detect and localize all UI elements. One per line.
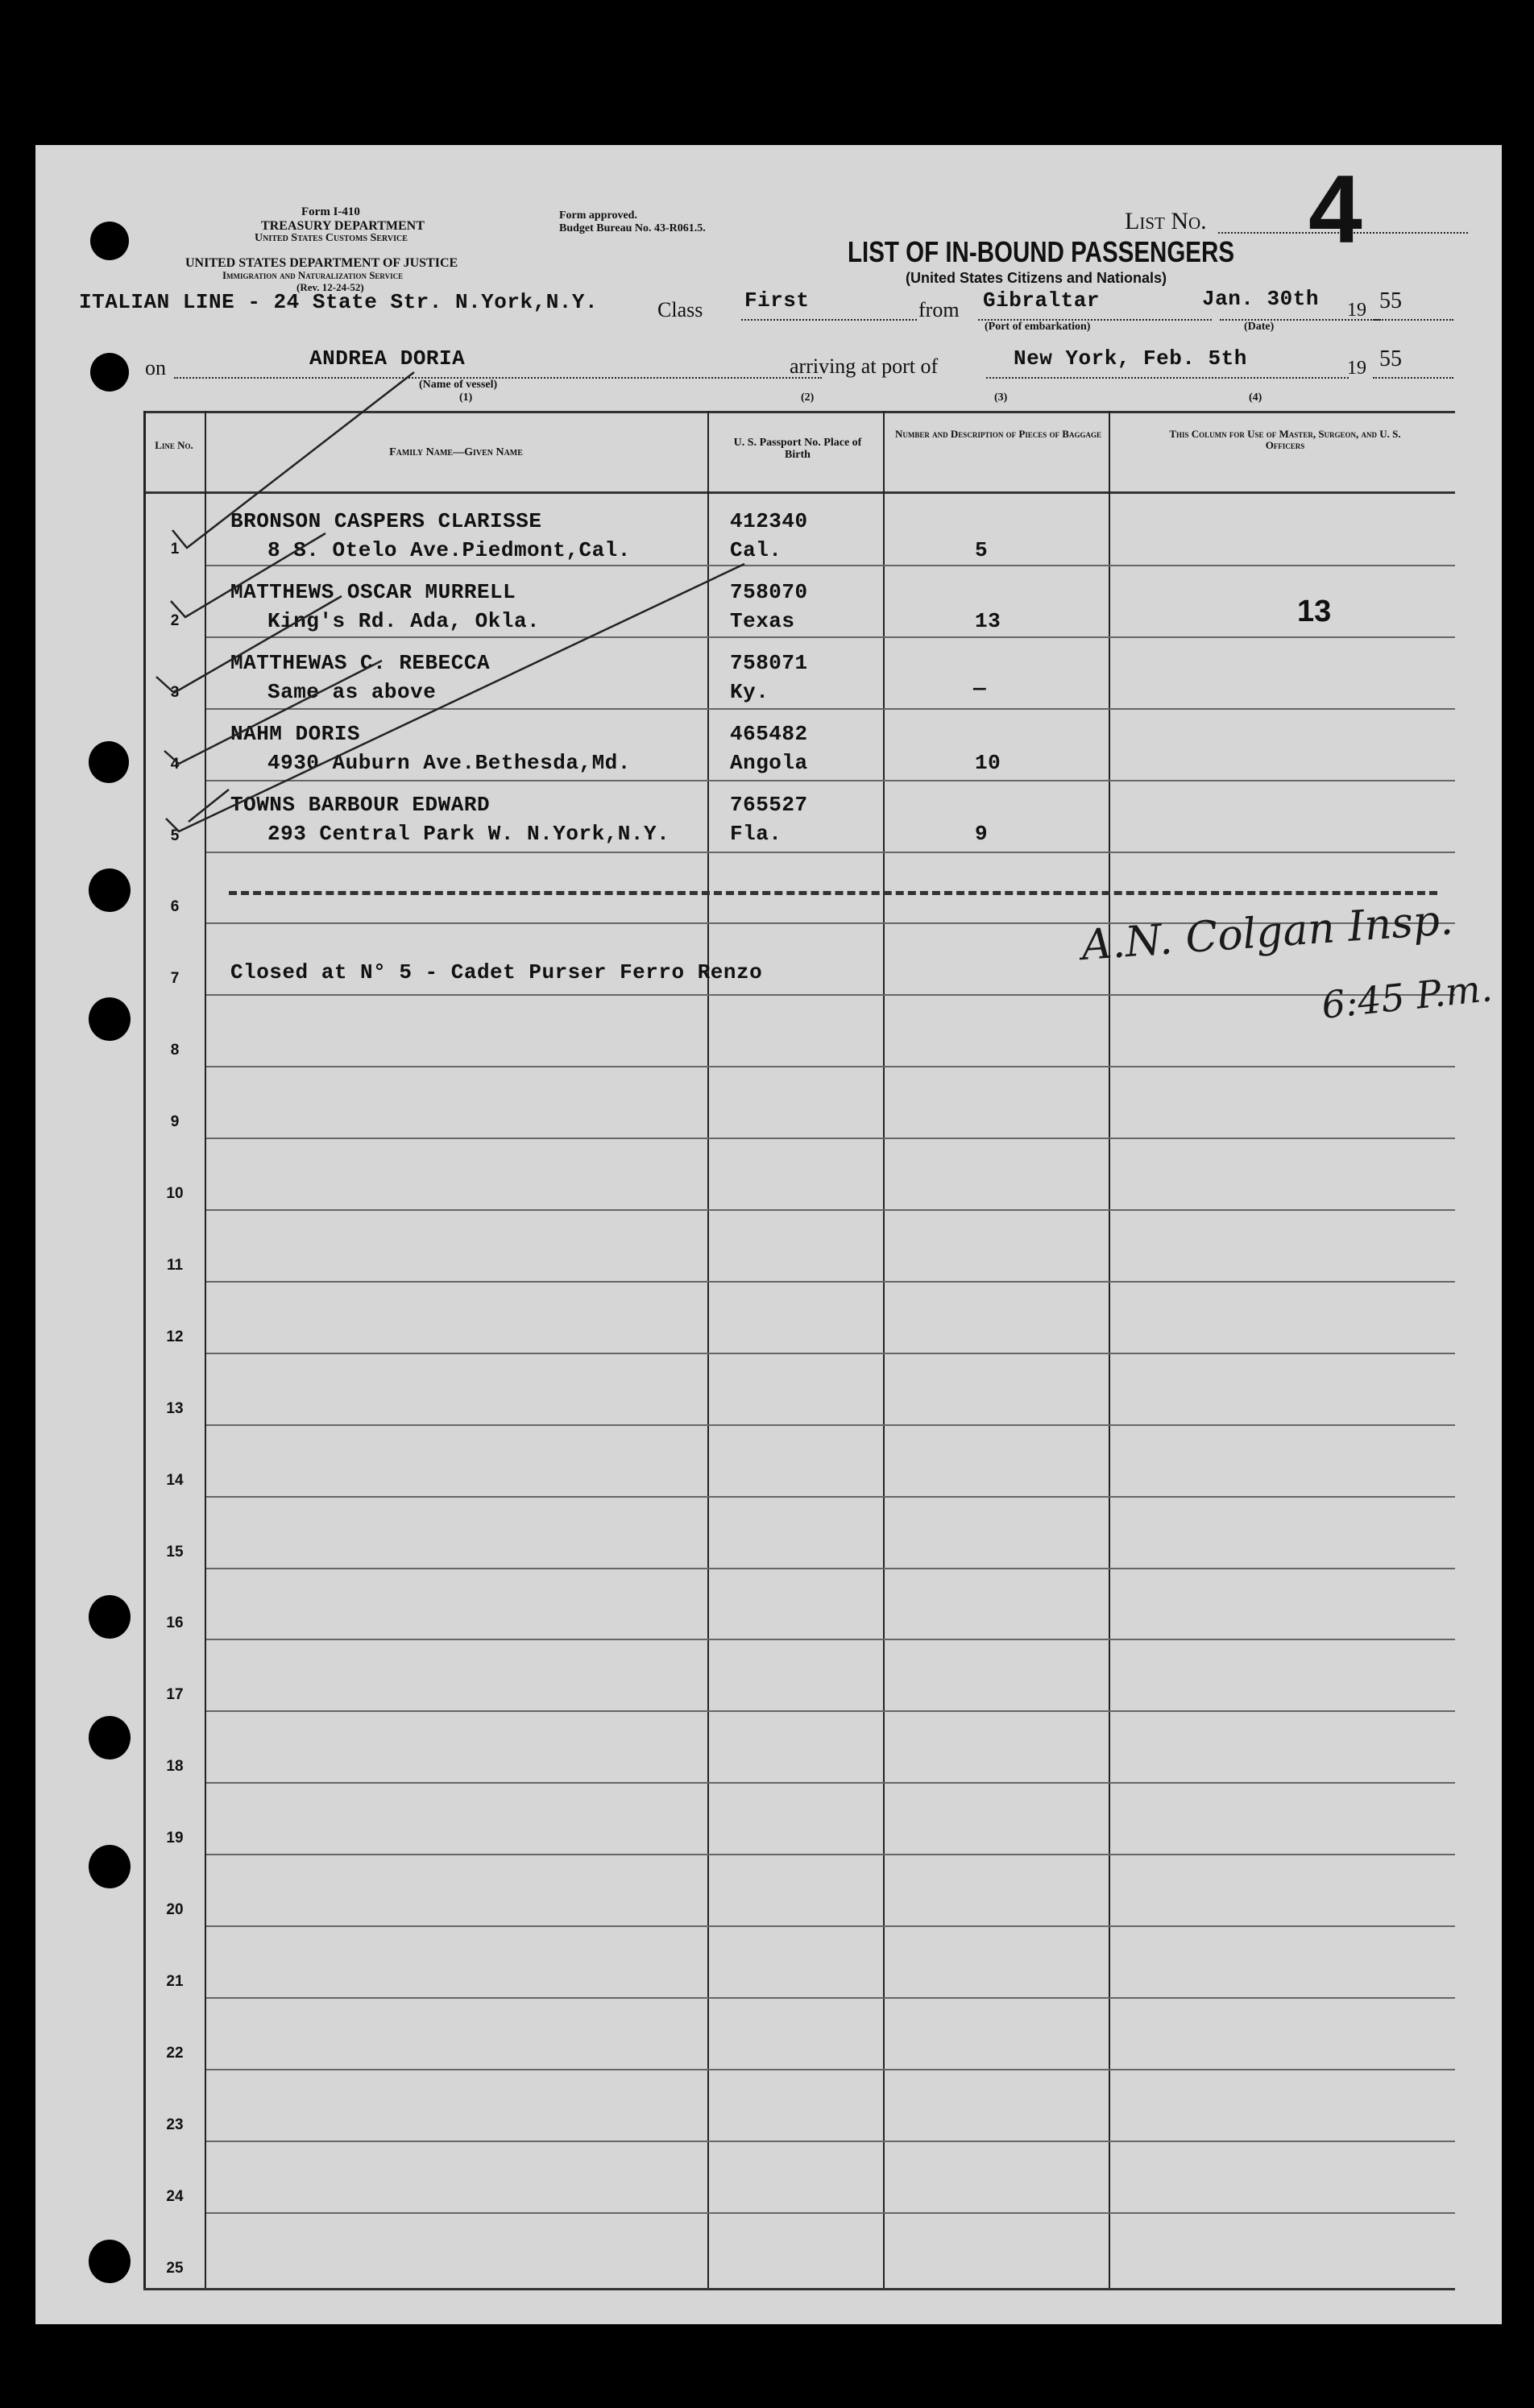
row-number: 17 bbox=[166, 1686, 184, 1704]
table-bottom-border bbox=[143, 2288, 1455, 2290]
row-number: 24 bbox=[166, 2187, 184, 2205]
row-number: 18 bbox=[166, 1758, 184, 1776]
col-header-officers: This Column for Use of Master, Surgeon, and U. S. Officers bbox=[1169, 428, 1401, 452]
place-of-birth: Fla. bbox=[730, 822, 782, 846]
row-number: 19 bbox=[166, 1830, 184, 1847]
passport-number: 758071 bbox=[730, 651, 808, 675]
col-header-line-no: Line No. bbox=[155, 439, 193, 451]
passport-number: 758070 bbox=[730, 580, 808, 604]
check-mark-icon bbox=[172, 372, 414, 548]
row-line bbox=[206, 1138, 1455, 1139]
row-number: 22 bbox=[166, 2044, 184, 2062]
passenger-address: 8 S. Otelo Ave.Piedmont,Cal. bbox=[267, 538, 631, 562]
shipping-agent: ITALIAN LINE - 24 State Str. N.York,N.Y. bbox=[79, 290, 599, 314]
row-number: 3 bbox=[170, 683, 180, 701]
passenger-address: 293 Central Park W. N.York,N.Y. bbox=[267, 822, 670, 846]
passenger-name: MATTHEWAS C. REBECCA bbox=[230, 651, 491, 675]
embarkation-date: Jan. 30th bbox=[1202, 287, 1319, 311]
port-of-embarkation: Gibraltar bbox=[983, 288, 1100, 313]
passenger-name: TOWNS BARBOUR EDWARD bbox=[230, 793, 491, 817]
row-line bbox=[206, 1424, 1455, 1426]
row-line bbox=[206, 1496, 1455, 1498]
vessel-name: ANDREA DORIA bbox=[309, 346, 466, 371]
row-number: 10 bbox=[166, 1185, 184, 1202]
row-line bbox=[206, 1066, 1455, 1067]
on-label: on bbox=[145, 356, 166, 379]
passenger-name: NAHM DORIS bbox=[230, 722, 361, 746]
row-line bbox=[206, 994, 1455, 996]
list-number-label: List No. bbox=[1125, 208, 1207, 234]
class-value: First bbox=[744, 288, 810, 313]
row-number: 5 bbox=[170, 827, 180, 844]
place-of-birth: Angola bbox=[730, 751, 808, 775]
row-line bbox=[206, 1782, 1455, 1784]
punch-hole bbox=[89, 1845, 131, 1888]
row-number: 23 bbox=[166, 2116, 184, 2133]
treasury-label: TREASURY DEPARTMENT bbox=[261, 219, 425, 233]
row-number: 1 bbox=[170, 540, 180, 557]
place-of-birth: Ky. bbox=[730, 680, 769, 704]
col-header-passport: U. S. Passport No. Place of Birth bbox=[733, 437, 862, 462]
passenger-address: King's Rd. Ada, Okla. bbox=[267, 609, 541, 633]
check-mark-icon bbox=[164, 661, 382, 764]
punch-hole bbox=[89, 997, 131, 1041]
row-number: 12 bbox=[166, 1328, 184, 1345]
passport-number: 412340 bbox=[730, 509, 808, 533]
baggage-count: 13 bbox=[975, 609, 1001, 633]
place-of-birth: Cal. bbox=[730, 538, 782, 562]
row-number: 4 bbox=[170, 755, 180, 773]
check-mark-icon bbox=[171, 533, 325, 617]
budget-bureau: Budget Bureau No. 43-R061.5. bbox=[559, 222, 706, 234]
baggage-count: — bbox=[973, 677, 987, 701]
row-line bbox=[206, 1997, 1455, 1999]
punch-hole bbox=[89, 2240, 131, 2283]
col-header-baggage: Number and Description of Pieces of Baggage bbox=[895, 428, 1101, 440]
row-number: 15 bbox=[166, 1543, 184, 1560]
row-line bbox=[206, 1209, 1455, 1211]
punch-hole bbox=[89, 1595, 131, 1639]
vessel-caption: (Name of vessel) bbox=[419, 379, 498, 391]
check-mark-icon bbox=[166, 564, 744, 831]
passenger-name: MATTHEWS OSCAR MURRELL bbox=[230, 580, 516, 604]
baggage-count: 10 bbox=[975, 751, 1001, 775]
passenger-address: 4930 Auburn Ave.Bethesda,Md. bbox=[267, 751, 631, 775]
row-line bbox=[206, 2212, 1455, 2214]
arriving-label: arriving at port of bbox=[790, 354, 939, 378]
row-line bbox=[206, 2141, 1455, 2142]
revision-label: (Rev. 12-24-52) bbox=[296, 281, 364, 293]
punch-hole bbox=[89, 1716, 131, 1759]
port-caption: (Port of embarkation) bbox=[985, 321, 1091, 333]
row-number: 25 bbox=[166, 2259, 184, 2277]
year-suffix: 55 bbox=[1379, 288, 1402, 313]
class-label: Class bbox=[657, 298, 703, 321]
row-number: 9 bbox=[170, 1113, 180, 1131]
form-number: Form I-410 bbox=[301, 205, 360, 218]
row-number: 13 bbox=[166, 1399, 184, 1417]
place-of-birth: Texas bbox=[730, 609, 795, 633]
col-4-label: (4) bbox=[1249, 392, 1262, 404]
date-caption: (Date) bbox=[1244, 321, 1275, 333]
row-line bbox=[206, 1281, 1455, 1283]
row-line bbox=[206, 1353, 1455, 1354]
check-mark-icon bbox=[156, 596, 342, 693]
passport-number: 765527 bbox=[730, 793, 808, 817]
officer-baggage-total: 13 bbox=[1297, 595, 1332, 628]
year2-suffix: 55 bbox=[1379, 346, 1402, 371]
manifest-page bbox=[35, 145, 1502, 2324]
from-label: from bbox=[918, 298, 960, 321]
row-number: 21 bbox=[166, 1972, 184, 1990]
row-number: 20 bbox=[166, 1901, 184, 1918]
punch-hole bbox=[89, 2364, 131, 2408]
row-line bbox=[206, 1568, 1455, 1569]
row-number: 2 bbox=[170, 611, 180, 629]
immigration-label: Immigration and Naturalization Service bbox=[222, 269, 404, 281]
passenger-name: BRONSON CASPERS CLARISSE bbox=[230, 509, 542, 533]
row-number: 6 bbox=[170, 898, 180, 916]
passenger-address: Same as above bbox=[267, 680, 437, 704]
check-marks bbox=[35, 145, 1502, 951]
row-line bbox=[206, 1710, 1455, 1712]
col-1-label: (1) bbox=[459, 392, 473, 404]
row-number: 14 bbox=[166, 1471, 184, 1489]
row-number: 11 bbox=[166, 1256, 184, 1274]
closing-note: Closed at N° 5 - Cadet Purser Ferro Renzo bbox=[230, 960, 763, 984]
arrival-port-date: New York, Feb. 5th bbox=[1014, 346, 1247, 371]
passport-number: 465482 bbox=[730, 722, 808, 746]
inspector-signature: A.N. Colgan Insp. bbox=[1080, 895, 1455, 971]
justice-label: UNITED STATES DEPARTMENT OF JUSTICE bbox=[185, 256, 458, 270]
year2-prefix: 19 bbox=[1347, 358, 1366, 379]
document-title: LIST OF IN-BOUND PASSENGERS bbox=[848, 235, 1235, 268]
col-2-label: (2) bbox=[801, 392, 815, 404]
baggage-count: 9 bbox=[975, 822, 989, 846]
row-line bbox=[206, 2069, 1455, 2070]
row-line bbox=[206, 1854, 1455, 1855]
row-number: 8 bbox=[170, 1042, 180, 1059]
customs-label: United States Customs Service bbox=[255, 232, 408, 244]
form-approved: Form approved. bbox=[559, 209, 637, 222]
row-number: 16 bbox=[166, 1614, 184, 1632]
baggage-count: 5 bbox=[975, 538, 989, 562]
col-header-name: Family Name—Given Name bbox=[389, 446, 523, 458]
row-line bbox=[206, 1639, 1455, 1640]
signature-time: 6:45 P.m. bbox=[1319, 966, 1495, 1027]
list-number: 4 bbox=[1308, 155, 1362, 263]
row-line bbox=[206, 1925, 1455, 1927]
document-subtitle: (United States Citizens and Nationals) bbox=[906, 270, 1167, 286]
year-prefix: 19 bbox=[1347, 300, 1366, 321]
row-number: 7 bbox=[170, 970, 180, 988]
col-3-label: (3) bbox=[994, 392, 1008, 404]
